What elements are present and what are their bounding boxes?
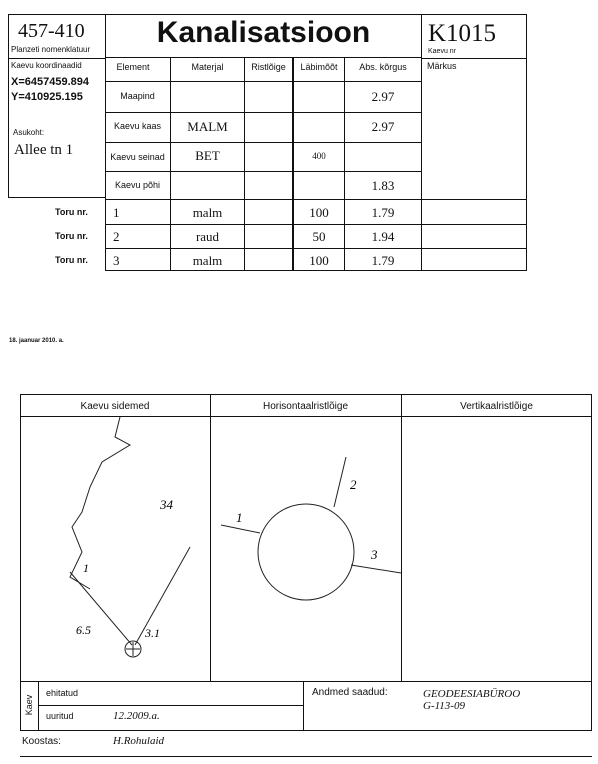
well-id-label: Kaevu nr bbox=[428, 48, 457, 55]
map-label: Planzeti nomenklatuur bbox=[11, 45, 91, 54]
compiled-value: H.Rohulaid bbox=[113, 735, 165, 747]
col-divider bbox=[303, 681, 304, 731]
row-height: 1.83 bbox=[371, 178, 395, 193]
pipe-nr: 3 bbox=[113, 253, 120, 268]
surveyed-label: uuritud bbox=[46, 711, 74, 721]
row-divider bbox=[20, 730, 592, 731]
row-divider bbox=[105, 142, 422, 143]
pipe-label: Toru nr. bbox=[55, 255, 88, 265]
compiled-label: Koostas: bbox=[22, 736, 61, 747]
pipe-line bbox=[221, 525, 260, 533]
col-divider bbox=[421, 199, 422, 271]
pipe-line bbox=[334, 457, 346, 507]
row-divider bbox=[20, 756, 592, 757]
well-circle bbox=[258, 504, 354, 600]
row-material: BET bbox=[195, 148, 220, 163]
building-outline bbox=[70, 417, 130, 589]
col-title-ties: Kaevu sidemed bbox=[80, 401, 150, 412]
pipe-height: 1.94 bbox=[371, 229, 395, 244]
pipe-diameter: 50 bbox=[312, 229, 326, 244]
pipe-nr: 2 bbox=[113, 229, 120, 244]
col-divider bbox=[244, 57, 245, 271]
col-divider bbox=[38, 681, 39, 731]
row-divider bbox=[105, 112, 422, 113]
col-title-vertical: Vertikaalristlõige bbox=[460, 401, 533, 412]
data-source: GEODEESIABÜROO bbox=[423, 688, 521, 700]
pipe-diameter: 100 bbox=[309, 205, 329, 220]
data-code: G-113-09 bbox=[423, 700, 465, 712]
ties-sketch bbox=[20, 417, 210, 681]
sketch-label: 3.1 bbox=[145, 626, 160, 640]
pipe-material: malm bbox=[192, 205, 223, 220]
pipe-material: malm bbox=[192, 253, 223, 268]
col-divider bbox=[401, 394, 402, 682]
pipe-nr: 1 bbox=[113, 205, 120, 220]
pipe-number: 1 bbox=[236, 510, 243, 525]
divider bbox=[421, 58, 527, 59]
map-code: 457-410 bbox=[18, 20, 85, 42]
row-label: Kaevu põhi bbox=[114, 180, 161, 190]
pipe-line bbox=[351, 565, 401, 573]
pipe-number: 2 bbox=[350, 477, 357, 492]
coords-label: Kaevu koordinaadid bbox=[11, 61, 82, 70]
col-header-element: Element bbox=[116, 62, 150, 72]
location-value: Allee tn 1 bbox=[14, 142, 74, 158]
row-height: 2.97 bbox=[371, 89, 395, 104]
sketch-label: 1 bbox=[83, 561, 89, 575]
row-diameter: 400 bbox=[312, 151, 326, 161]
coord-y: Y=410925.195 bbox=[11, 91, 83, 103]
coord-x: X=6457459.894 bbox=[11, 76, 89, 88]
surveyed-value: 12.2009.a. bbox=[113, 710, 160, 722]
pipe-label: Toru nr. bbox=[55, 207, 88, 217]
pipe-height: 1.79 bbox=[371, 253, 395, 268]
date-line: 18. jaanuar 2010. a. bbox=[9, 338, 64, 344]
row-divider bbox=[105, 224, 527, 225]
location-label: Asukoht: bbox=[13, 128, 45, 137]
pipe-material: raud bbox=[195, 229, 220, 244]
side-label: Kaev bbox=[24, 694, 34, 716]
sketch-label: 34 bbox=[160, 497, 173, 512]
row-divider bbox=[105, 81, 422, 82]
row-label: Kaevu seinad bbox=[110, 152, 165, 162]
divider bbox=[8, 58, 106, 59]
pipe-height: 1.79 bbox=[371, 205, 395, 220]
col-header-cross: Ristlõige bbox=[251, 62, 286, 72]
col-header-diameter: Läbimõõt bbox=[300, 62, 338, 72]
row-divider bbox=[38, 705, 303, 706]
row-label: Kaevu kaas bbox=[113, 121, 162, 131]
data-label: Andmed saadud: bbox=[312, 687, 388, 698]
row-label: Maapind bbox=[120, 91, 155, 101]
sketch-label: 6.5 bbox=[76, 623, 91, 637]
horizontal-section-sketch bbox=[211, 417, 401, 681]
row-material: MALM bbox=[187, 119, 228, 134]
col-header-height: Abs. kõrgus bbox=[359, 62, 407, 72]
built-label: ehitatud bbox=[46, 688, 79, 698]
page-title: Kanalisatsioon bbox=[156, 16, 371, 49]
row-height: 2.97 bbox=[371, 119, 395, 134]
notes-header: Märkus bbox=[427, 61, 457, 71]
row-divider bbox=[105, 248, 527, 249]
tie-line bbox=[135, 547, 190, 645]
well-id: K1015 bbox=[428, 20, 497, 47]
col-header-material: Materjal bbox=[191, 62, 224, 72]
col-title-horizontal: Horisontaalristlõige bbox=[262, 401, 349, 412]
pipe-label: Toru nr. bbox=[55, 231, 88, 241]
row-divider bbox=[105, 171, 422, 172]
pipe-number: 3 bbox=[371, 547, 378, 562]
pipe-diameter: 100 bbox=[309, 253, 329, 268]
